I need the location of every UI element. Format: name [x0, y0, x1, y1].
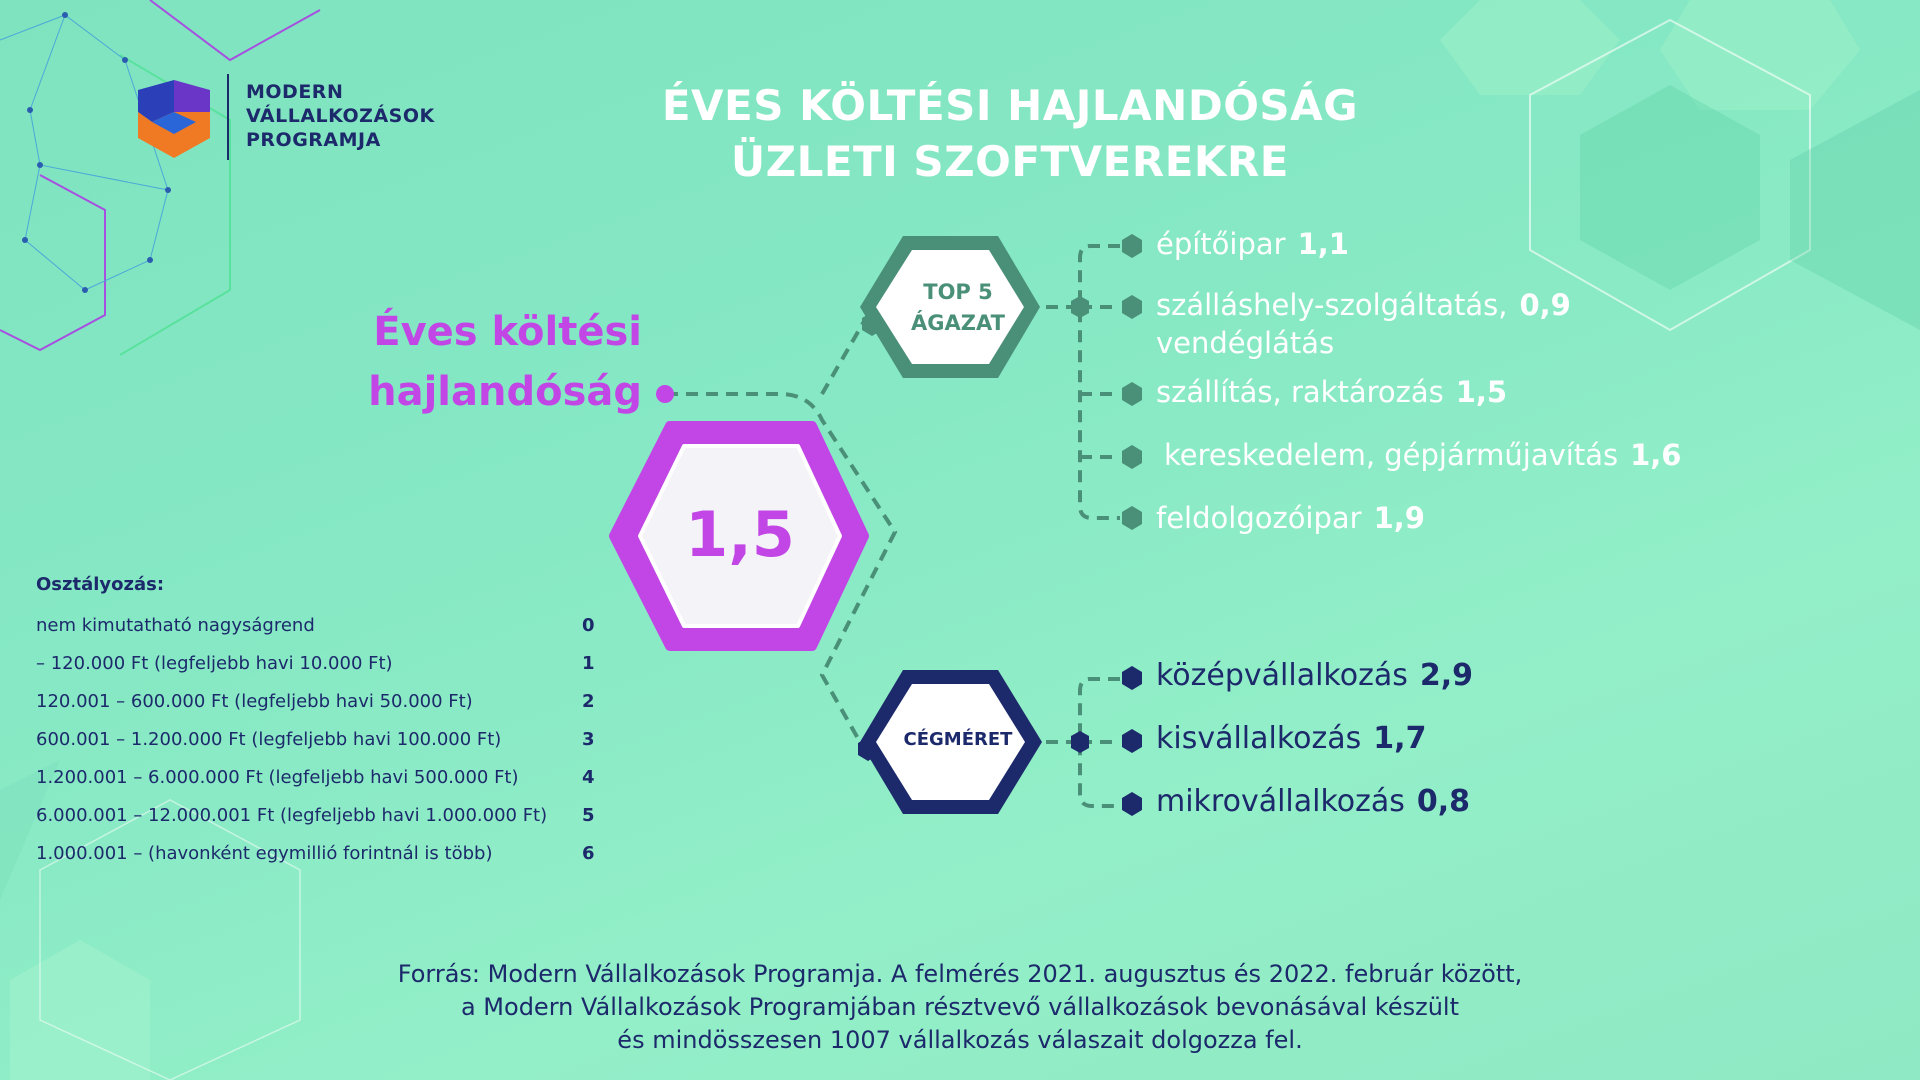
- classification-value: 5: [582, 805, 595, 826]
- main-label-dot: [656, 385, 674, 403]
- item-name: szálláshely-szolgáltatás,: [1156, 288, 1508, 322]
- page-title: [560, 78, 1460, 190]
- item-value: 0,9: [1519, 288, 1571, 322]
- logo-line-1: MODERN: [246, 81, 344, 103]
- classification-value: 1: [582, 653, 595, 674]
- classification-row: [36, 759, 596, 797]
- top5-item: [1156, 225, 1349, 263]
- main-label-line-2: hajlandóság: [368, 369, 642, 415]
- item-value: 1,6: [1630, 438, 1682, 472]
- classification-row: [36, 683, 596, 721]
- item-value: 0,8: [1416, 784, 1471, 819]
- classification-label: nem kimutatható nagyságrend: [36, 615, 315, 636]
- top5-item: [1156, 286, 1571, 324]
- source-note: [300, 958, 1620, 1057]
- size-item: [1156, 657, 1473, 695]
- top5-label: [888, 277, 1028, 339]
- item-name: szállítás, raktározás: [1156, 375, 1444, 409]
- classification-label: – 120.000 Ft (legfeljebb havi 10.000 Ft): [36, 653, 393, 674]
- classification-row: [36, 797, 596, 835]
- item-name: mikrovállalkozás: [1156, 784, 1405, 819]
- main-label: [300, 302, 642, 422]
- classification-row: [36, 835, 596, 873]
- size-item: [1156, 720, 1426, 758]
- classification-row: [36, 607, 596, 645]
- source-line-1: Forrás: Modern Vállalkozások Programja. A felmérés 2021. augusztus és 2022. február között,: [397, 960, 1523, 988]
- main-label-line-1: Éves költési: [373, 309, 642, 355]
- classification-value: 0: [582, 615, 595, 636]
- top5-branch-dot: [1071, 296, 1089, 318]
- title-line-1: ÉVES KÖLTÉSI HAJLANDÓSÁG: [661, 81, 1359, 130]
- item-name: építőipar: [1156, 227, 1286, 261]
- logo-line-2: VÁLLALKOZÁSOK: [246, 105, 435, 127]
- logo-text: [246, 80, 486, 152]
- source-line-2: a Modern Vállalkozások Programjában résztvevő vállalkozások bevonásával készült: [460, 993, 1460, 1021]
- title-line-2: ÜZLETI SZOFTVEREKRE: [731, 137, 1289, 186]
- classification-label: 120.001 – 600.000 Ft (legfeljebb havi 50.000 Ft): [36, 691, 473, 712]
- item-value: 1,9: [1373, 501, 1425, 535]
- item-value: 2,9: [1419, 658, 1474, 693]
- classification-label: 6.000.001 – 12.000.001 Ft (legfeljebb havi 1.000.000 Ft): [36, 805, 548, 826]
- source-line-3: és mindösszesen 1007 vállalkozás válaszait dolgozza fel.: [617, 1026, 1303, 1054]
- decor-hexagons-top-right: [1440, 0, 1920, 330]
- size-bullets: [1122, 666, 1142, 816]
- size-label: CÉGMÉRET: [903, 729, 1013, 750]
- classification-label: 600.001 – 1.200.000 Ft (legfeljebb havi 100.000 Ft): [36, 729, 502, 750]
- classification-value: 2: [582, 691, 595, 712]
- classification-label: 1.200.001 – 6.000.000 Ft (legfeljebb havi 500.000 Ft): [36, 767, 519, 788]
- top5-item: [1156, 499, 1425, 537]
- mvp-logo-icon: [138, 74, 228, 160]
- top5-label-line-2: ÁGAZAT: [911, 311, 1005, 335]
- decor-network-top-left: [0, 0, 320, 355]
- size-branch-dot: [1071, 731, 1089, 753]
- classification-value: 3: [582, 729, 595, 750]
- top5-label-line-1: TOP 5: [923, 280, 993, 304]
- classification-value: 6: [582, 843, 595, 864]
- top5-item-continuation: [1156, 324, 1334, 362]
- classification-value: 4: [582, 767, 595, 788]
- classification-label: 1.000.001 – (havonként egymillió forintnál is több): [36, 843, 493, 864]
- classification-title: Osztályozás:: [36, 574, 165, 595]
- item-value: 1,7: [1373, 721, 1427, 756]
- top5-item: [1164, 436, 1681, 474]
- item-value: 1,5: [1455, 375, 1508, 409]
- item-value: 1,1: [1297, 227, 1349, 261]
- top5-item: [1156, 373, 1507, 411]
- classification-row: [36, 721, 596, 759]
- item-name: középvállalkozás: [1156, 658, 1408, 693]
- item-name: kereskedelem, gépjárműjavítás: [1164, 438, 1619, 472]
- item-name-line-2: vendéglátás: [1156, 326, 1335, 360]
- classification-row: [36, 645, 596, 683]
- item-name: kisvállalkozás: [1156, 721, 1362, 756]
- top5-bullets: [1122, 234, 1142, 530]
- main-value: 1,5: [685, 498, 795, 571]
- size-item: [1156, 783, 1470, 821]
- logo-line-3: PROGRAMJA: [246, 129, 381, 151]
- item-name: feldolgozóipar: [1156, 501, 1362, 535]
